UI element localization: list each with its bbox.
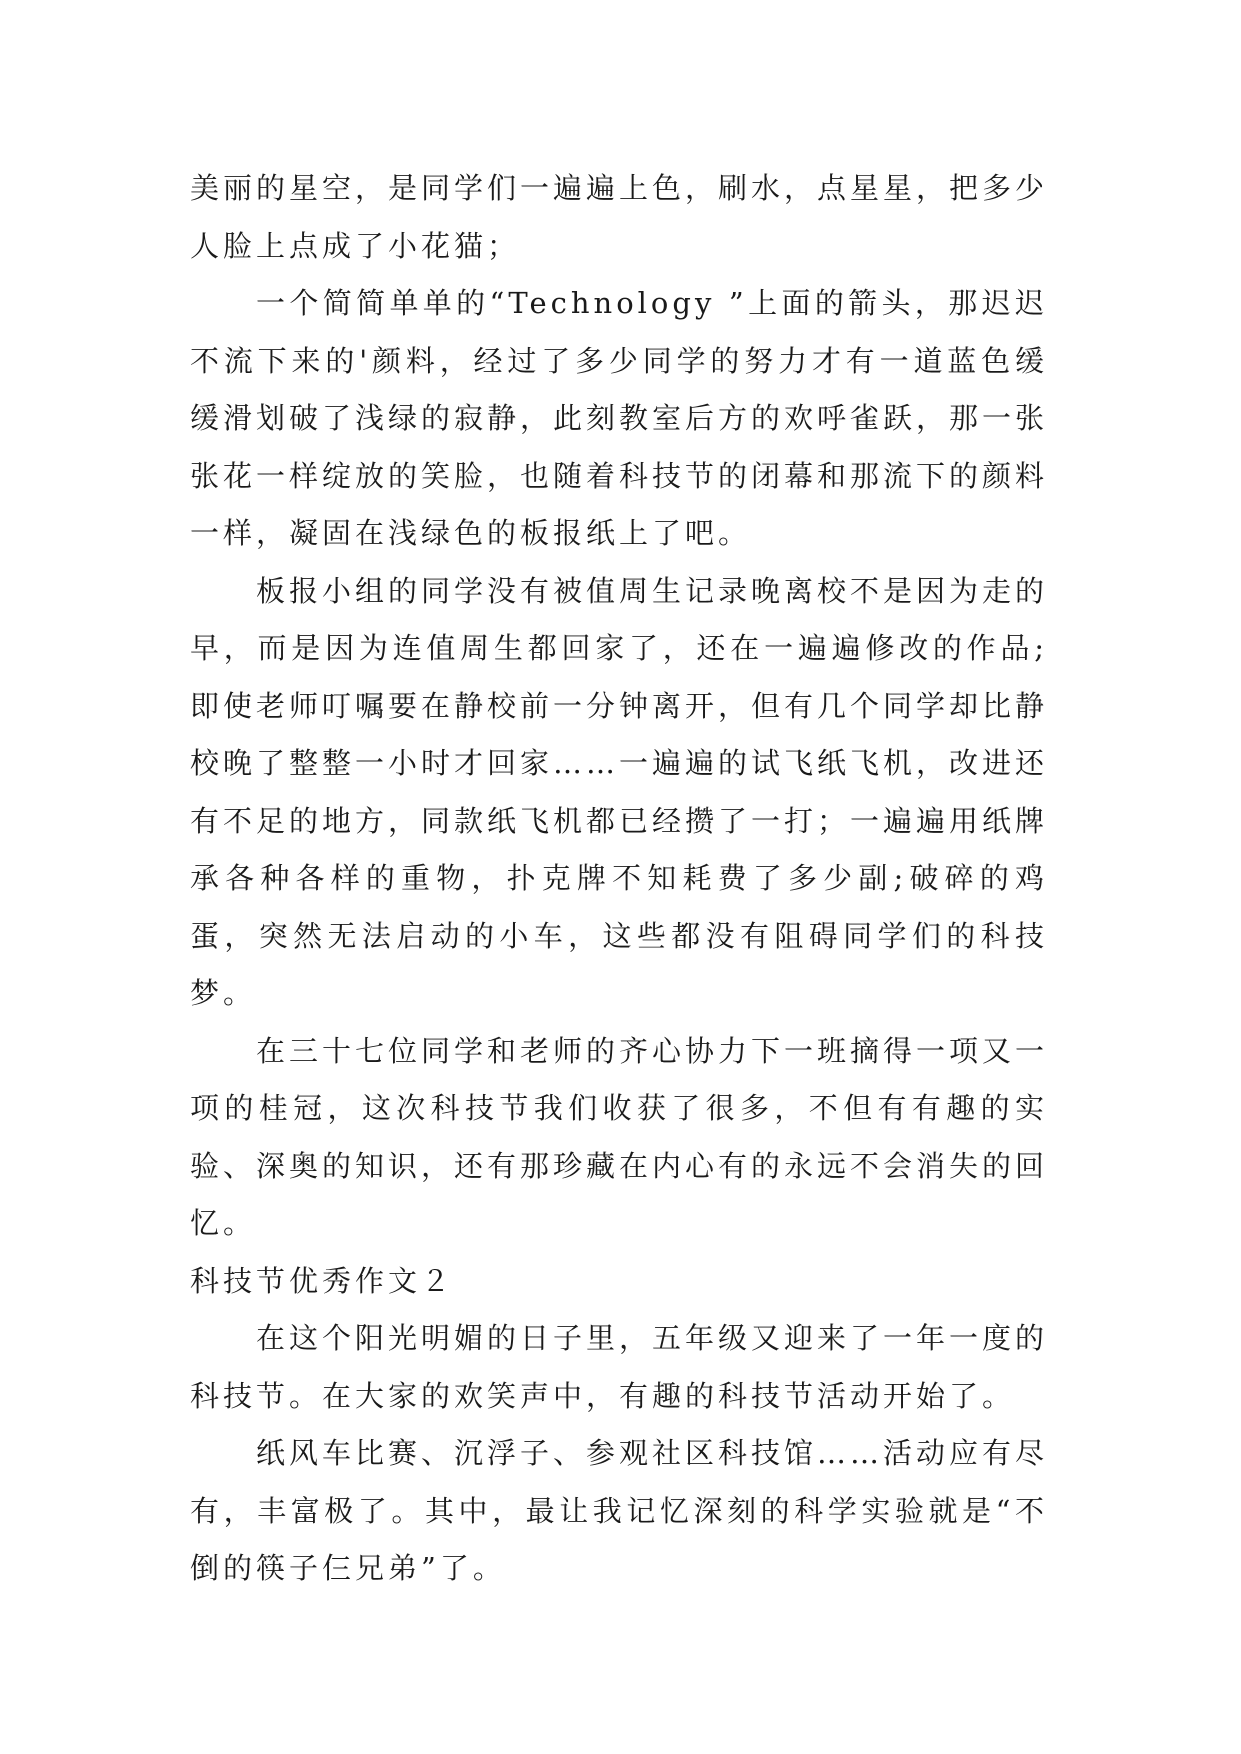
paragraph-technology-arrow: 一个简简单单的“Technology ”上面的箭头，那迟迟不流下来的'颜料，经过了多少同学的努力才有一道蓝色缓缓滑划破了浅绿的寂静，此刻教室后方的欢呼雀跃，那一张张花一样绽放的笑脸，也随着科技节的闭幕和那流下的颜料一样，凝固在浅绿色的板报纸上了吧。 xyxy=(190,286,1049,550)
paragraph-class-honors: 在三十七位同学和老师的齐心协力下一班摘得一项又一项的桂冠，这次科技节我们收获了很多，不但有有趣的实验、深奥的知识，还有那珍藏在内心有的永远不会消失的回忆。 xyxy=(190,1033,1049,1240)
document-body xyxy=(190,160,1048,1598)
paragraph-starry-sky: 美丽的星空，是同学们一遍遍上色，刷水，点星星，把多少人脸上点成了小花猫； xyxy=(190,171,1049,263)
section-title: 科技节优秀作文２ xyxy=(190,1263,455,1298)
paragraph-activities: 纸风车比赛、沉浮子、参观社区科技馆……活动应有尽有，丰富极了。其中，最让我记忆深刻的科学实验就是“不倒的筷子仨兄弟”了。 xyxy=(190,1436,1049,1585)
paragraph-blackboard-group: 板报小组的同学没有被值周生记录晚离校不是因为走的早，而是因为连值周生都回家了，还在一遍遍修改的作品;即使老师叮嘱要在静校前一分钟离开，但有几个同学却比静校晚了整整一小时才回家……一遍遍的试飞纸飞机，改进还有不足的地方，同款纸飞机都已经攒了一打；一遍遍用纸牌承各种各样的重物，扑克牌不知耗费了多少副;破碎的鸡蛋，突然无法启动的小车，这些都没有阻碍同学们的科技梦。 xyxy=(190,573,1049,1010)
paragraph-sunny-day: 在这个阳光明媚的日子里，五年级又迎来了一年一度的科技节。在大家的欢笑声中，有趣的科技节活动开始了。 xyxy=(190,1321,1049,1413)
